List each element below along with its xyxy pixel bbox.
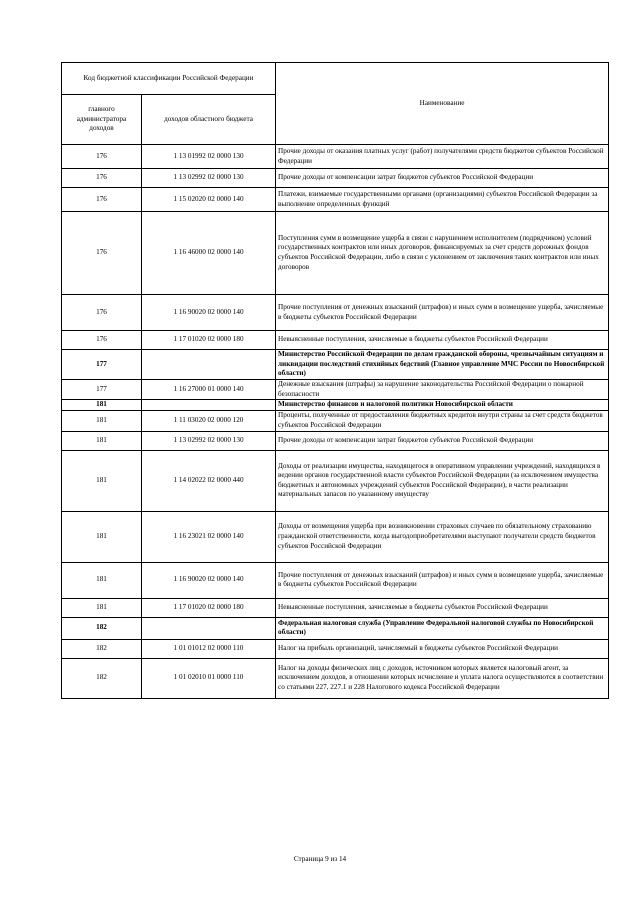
table-row xyxy=(62,295,609,331)
table-row xyxy=(62,450,609,511)
table-row xyxy=(62,350,609,380)
admin-code-cell: 181 xyxy=(62,450,142,511)
admin-code-cell: 181 xyxy=(62,562,142,598)
page-footer: Страница 9 из 14 xyxy=(293,855,347,863)
revenue-code-cell xyxy=(142,350,276,380)
name-cell: Доходы от реализации имущества, находящегося в оперативном управлении учреждений, находящихся в ведении органов государственной власти субъектов Российской Федерации (за исключением имущества бюджетных и автономных учреждений субъектов Российской Федерации), в части реализации материальных запасов по указанному имуществу xyxy=(276,450,609,511)
name-cell: Невыясненные поступления, зачисляемые в бюджеты субъектов Российской Федерации xyxy=(276,331,609,350)
admin-code-cell: 181 xyxy=(62,511,142,562)
revenue-code-cell: 1 16 27000 01 0000 140 xyxy=(142,380,276,400)
admin-code-cell: 176 xyxy=(62,145,142,169)
table-row xyxy=(62,658,609,698)
admin-header-cell: главного администратора доходов xyxy=(62,95,142,145)
table-row xyxy=(62,639,609,658)
admin-code-cell: 181 xyxy=(62,400,142,411)
revenue-code-cell: 1 15 02020 02 0000 140 xyxy=(142,188,276,212)
table-row xyxy=(62,400,609,411)
name-cell: Поступления сумм в возмещение ущерба в связи с нарушением исполнителем (подрядчиком) условий государственных контрактов или иных договоров, финансируемых за счет средств дорожных фондов субъектов Российской Федерации, либо в связи с уклонением от заключения таких контрактов или иных договоров xyxy=(276,212,609,295)
admin-code-cell: 181 xyxy=(62,431,142,450)
name-cell: Федеральная налоговая служба (Управление Федеральной налоговой службы по Новосибирской области) xyxy=(276,617,609,639)
name-cell: Денежные взыскания (штрафы) за нарушение законодательства Российской Федерации о пожарной безопасности xyxy=(276,380,609,400)
admin-code-cell: 181 xyxy=(62,410,142,431)
name-cell: Проценты, полученные от предоставления бюджетных кредитов внутри страны за счет средств бюджетов субъектов Российской Федерации xyxy=(276,410,609,431)
table-row xyxy=(62,598,609,617)
name-header-cell: Наименование xyxy=(276,63,609,145)
budget-classification-table xyxy=(61,62,609,699)
code-header-cell: доходов областного бюджета xyxy=(142,95,276,145)
revenue-code-cell: 1 16 46000 02 0000 140 xyxy=(142,212,276,295)
name-cell: Налог на прибыль организаций, зачисляемый в бюджеты субъектов Российской Федерации xyxy=(276,639,609,658)
revenue-code-cell xyxy=(142,400,276,411)
group-header-cell: Код бюджетной классификации Российской Федерации xyxy=(62,63,276,95)
revenue-code-cell xyxy=(142,617,276,639)
revenue-code-cell: 1 01 01012 02 0000 110 xyxy=(142,639,276,658)
table-row xyxy=(62,188,609,212)
revenue-code-cell: 1 16 90020 02 0000 140 xyxy=(142,562,276,598)
revenue-code-cell: 1 16 23021 02 0000 140 xyxy=(142,511,276,562)
revenue-code-cell: 1 17 01020 02 0000 180 xyxy=(142,598,276,617)
table-row xyxy=(62,617,609,639)
name-cell: Платежи, взимаемые государственными органами (организациями) субъектов Российской Федерации за выполнение определенных функций xyxy=(276,188,609,212)
table-row xyxy=(62,511,609,562)
admin-code-cell: 182 xyxy=(62,658,142,698)
revenue-code-cell: 1 13 01992 02 0000 130 xyxy=(142,145,276,169)
admin-code-cell: 176 xyxy=(62,331,142,350)
table-row xyxy=(62,380,609,400)
name-cell: Прочие доходы от компенсации затрат бюджетов субъектов Российской Федерации xyxy=(276,169,609,188)
admin-code-cell: 182 xyxy=(62,617,142,639)
table-row xyxy=(62,169,609,188)
table-row xyxy=(62,410,609,431)
revenue-code-cell: 1 01 02010 01 0000 110 xyxy=(142,658,276,698)
admin-code-cell: 177 xyxy=(62,380,142,400)
revenue-code-cell: 1 17 01020 02 0000 180 xyxy=(142,331,276,350)
admin-code-cell: 176 xyxy=(62,295,142,331)
table-header-group-row xyxy=(62,63,609,95)
table-row xyxy=(62,331,609,350)
name-cell: Невыясненные поступления, зачисляемые в бюджеты субъектов Российской Федерации xyxy=(276,598,609,617)
table-row xyxy=(62,431,609,450)
table-body xyxy=(62,63,609,699)
revenue-code-cell: 1 14 02022 02 0000 440 xyxy=(142,450,276,511)
name-cell: Прочие доходы от компенсации затрат бюджетов субъектов Российской Федерации xyxy=(276,431,609,450)
table-row xyxy=(62,562,609,598)
table-row xyxy=(62,212,609,295)
name-cell: Прочие поступления от денежных взысканий (штрафов) и иных сумм в возмещение ущерба, зачисляемые в бюджеты субъектов Российской Федерации xyxy=(276,562,609,598)
name-cell: Министерство финансов и налоговой политики Новосибирской области xyxy=(276,400,609,411)
name-cell: Доходы от возмещения ущерба при возникновении страховых случаев по обязательному страхованию гражданской ответственности, когда выгодоприобретателями выступают получатели средств бюджетов субъектов Российской Федерации xyxy=(276,511,609,562)
admin-code-cell: 181 xyxy=(62,598,142,617)
revenue-code-cell: 1 16 90020 02 0000 140 xyxy=(142,295,276,331)
admin-code-cell: 182 xyxy=(62,639,142,658)
name-cell: Министерство Российской Федерации по делам гражданской обороны, чрезвычайным ситуациям и ликвидации последствий стихийных бедствий (Главное управление МЧС России по Новосибирской области) xyxy=(276,350,609,380)
revenue-code-cell: 1 13 02992 02 0000 130 xyxy=(142,169,276,188)
table-row xyxy=(62,145,609,169)
admin-code-cell: 176 xyxy=(62,188,142,212)
admin-code-cell: 176 xyxy=(62,169,142,188)
revenue-code-cell: 1 11 03020 02 0000 120 xyxy=(142,410,276,431)
revenue-code-cell: 1 13 02992 02 0000 130 xyxy=(142,431,276,450)
admin-code-cell: 176 xyxy=(62,212,142,295)
admin-code-cell: 177 xyxy=(62,350,142,380)
name-cell: Прочие поступления от денежных взысканий (штрафов) и иных сумм в возмещение ущерба, зачисляемые в бюджеты субъектов Российской Федерации xyxy=(276,295,609,331)
name-cell: Налог на доходы физических лиц с доходов, источником которых является налоговый агент, за исключением доходов, в отношении которых исчисление и уплата налога осуществляются в соответствии со статьями 227, 227.1 и 228 Налогового кодекса Российской Федерации xyxy=(276,658,609,698)
name-cell: Прочие доходы от оказания платных услуг (работ) получателями средств бюджетов субъектов Российской Федерации xyxy=(276,145,609,169)
